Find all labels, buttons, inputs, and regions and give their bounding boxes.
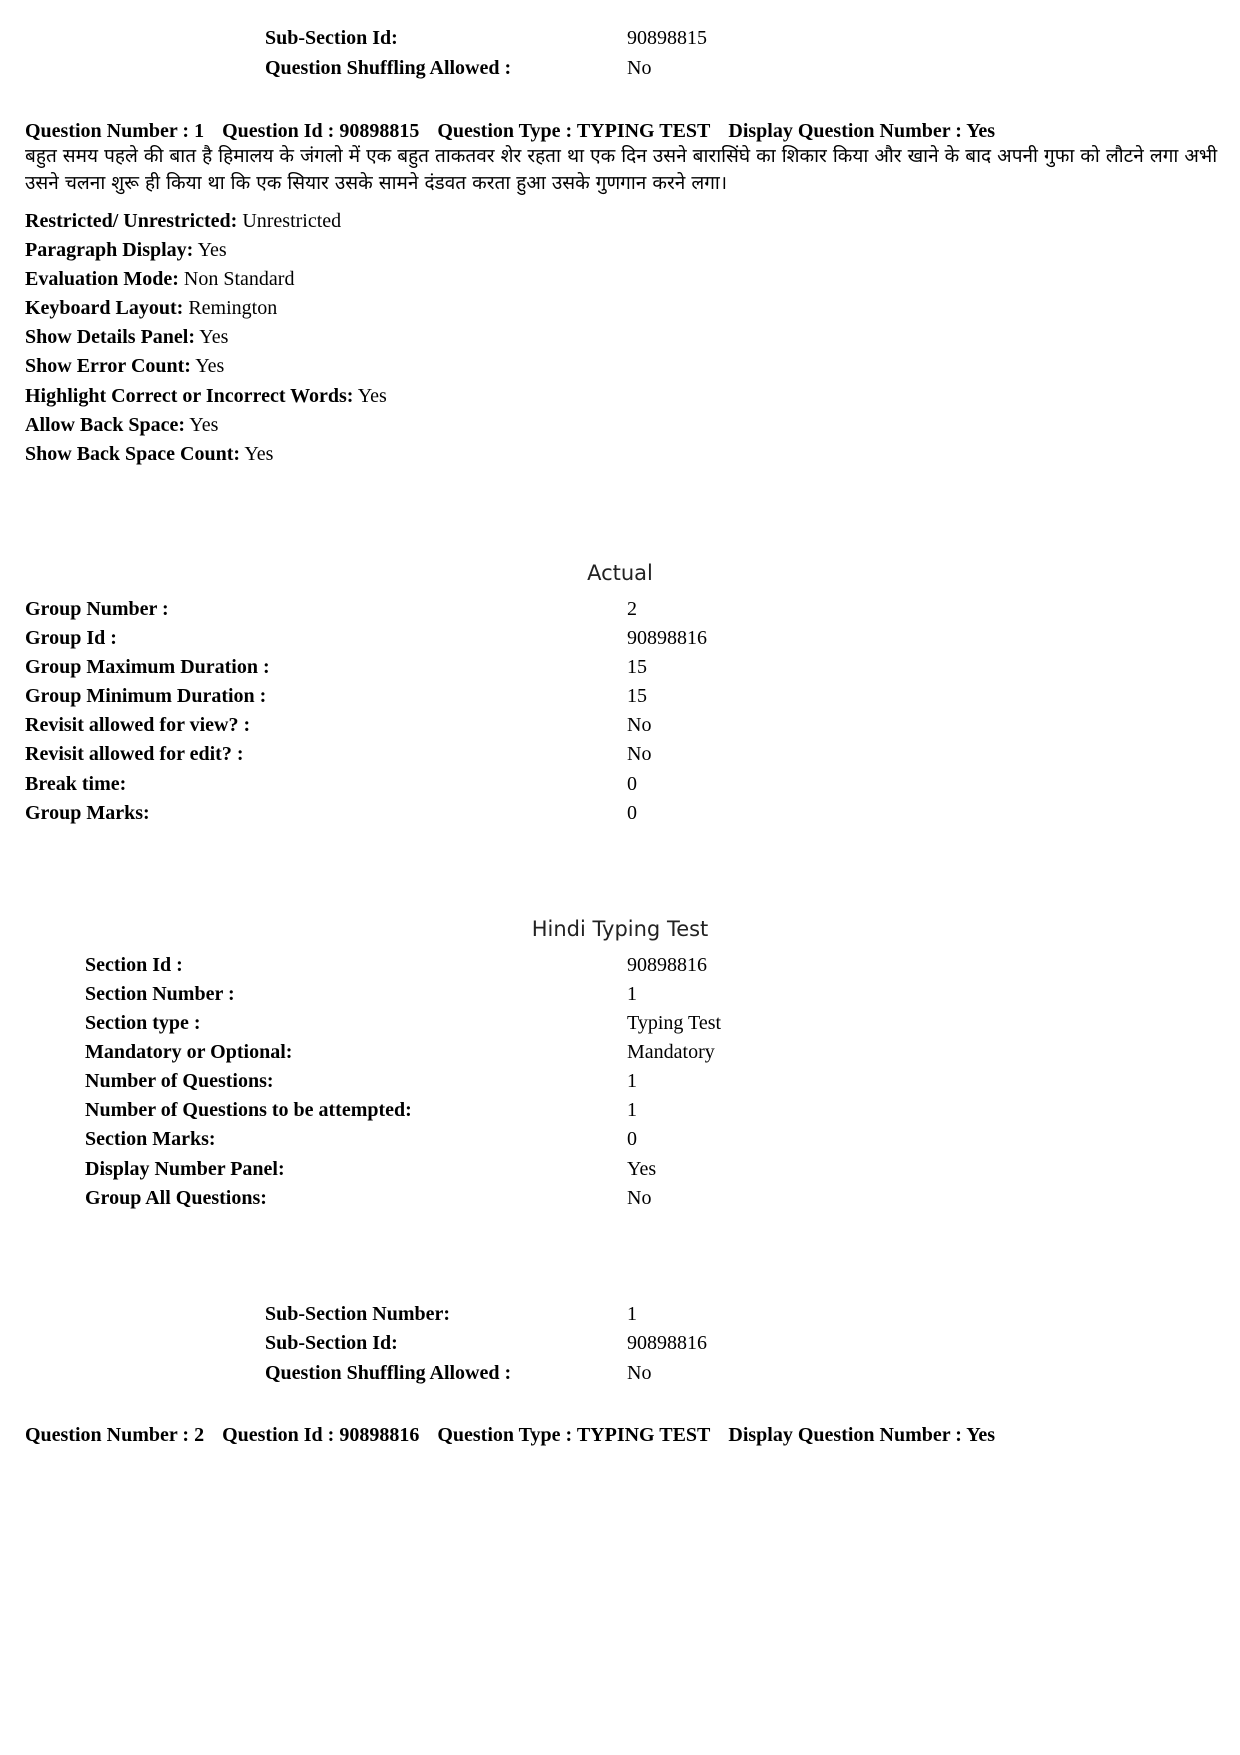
group-label: Group Id : bbox=[25, 627, 117, 649]
display-question-number: Display Question Number : Yes bbox=[728, 1424, 996, 1446]
section-value: Yes bbox=[627, 1158, 657, 1180]
subsection-number-value: 1 bbox=[627, 1303, 637, 1325]
section-label: Number of Questions to be attempted: bbox=[85, 1099, 412, 1121]
question-2-header bbox=[25, 1423, 1013, 1447]
section-value: 90898816 bbox=[627, 954, 707, 976]
property-row bbox=[25, 296, 277, 320]
property-value: Yes bbox=[195, 355, 225, 377]
property-row bbox=[25, 238, 227, 262]
section-label: Section Number : bbox=[85, 983, 235, 1005]
property-label: Keyboard Layout: bbox=[25, 297, 184, 319]
property-label: Show Error Count: bbox=[25, 355, 191, 377]
question-type: Question Type : TYPING TEST bbox=[437, 1424, 711, 1446]
property-label: Show Details Panel: bbox=[25, 326, 195, 348]
group-value: 0 bbox=[627, 802, 637, 824]
property-row bbox=[25, 413, 218, 437]
question-shuffling-label: Question Shuffling Allowed : bbox=[265, 1362, 512, 1384]
group-label: Group Number : bbox=[25, 598, 169, 620]
section-label: Section type : bbox=[85, 1012, 201, 1034]
property-label: Restricted/ Unrestricted: bbox=[25, 210, 238, 232]
section-value: Typing Test bbox=[627, 1012, 722, 1034]
subsection-id-value: 90898816 bbox=[627, 1332, 707, 1354]
property-value: Remington bbox=[188, 297, 278, 319]
group-value: No bbox=[627, 743, 652, 765]
property-value: Non Standard bbox=[183, 268, 295, 290]
subsection-id-label: Sub-Section Id: bbox=[265, 27, 398, 49]
section-label: Section Id : bbox=[85, 954, 183, 976]
property-row bbox=[25, 354, 224, 378]
section-value: 0 bbox=[627, 1128, 637, 1150]
question-shuffling-value: No bbox=[627, 1362, 652, 1384]
section-label: Number of Questions: bbox=[85, 1070, 274, 1092]
group-value: 90898816 bbox=[627, 627, 707, 649]
group-label: Revisit allowed for edit? : bbox=[25, 743, 244, 765]
property-value: Unrestricted bbox=[242, 210, 342, 232]
section-value: 1 bbox=[627, 1099, 637, 1121]
section-label: Mandatory or Optional: bbox=[85, 1041, 293, 1063]
property-label: Evaluation Mode: bbox=[25, 268, 179, 290]
property-label: Paragraph Display: bbox=[25, 239, 194, 261]
question-id: Question Id : 90898816 bbox=[222, 1424, 420, 1446]
section-value: No bbox=[627, 1187, 652, 1209]
question-shuffling-value: No bbox=[627, 57, 652, 79]
property-value: Yes bbox=[189, 414, 219, 436]
property-value: Yes bbox=[199, 326, 229, 348]
section-heading: Hindi Typing Test bbox=[531, 917, 709, 941]
question-1-text: बहुत समय पहले की बात है हिमालय के जंगलो में एक बहुत ताकतवर शेर रहता था एक दिन उसने बारासिंघे का शिकार किया और खाने के बाद अपनी गुफा को लौटने लगा अभी उसने चलना शुरू ही किया था कि एक सियार उसके सामने दंडवत करता हुआ उसके गुणगान करने लगा। bbox=[25, 145, 1218, 194]
section-label: Section Marks: bbox=[85, 1128, 216, 1150]
property-label: Allow Back Space: bbox=[25, 414, 185, 436]
property-row bbox=[25, 267, 294, 291]
question-type: Question Type : TYPING TEST bbox=[437, 120, 711, 142]
group-label: Revisit allowed for view? : bbox=[25, 714, 251, 736]
subsection-number-label: Sub-Section Number: bbox=[265, 1303, 451, 1325]
question-id: Question Id : 90898815 bbox=[222, 120, 420, 142]
group-value: No bbox=[627, 714, 652, 736]
section-label: Display Number Panel: bbox=[85, 1158, 285, 1180]
property-row bbox=[25, 442, 273, 466]
question-1-header bbox=[25, 119, 1013, 143]
group-label: Group Marks: bbox=[25, 802, 150, 824]
property-value: Yes bbox=[357, 385, 387, 407]
question-number: Question Number : 2 bbox=[25, 1424, 205, 1446]
property-row bbox=[25, 325, 228, 349]
group-label: Group Maximum Duration : bbox=[25, 656, 270, 678]
group-heading: Actual bbox=[587, 561, 653, 585]
group-label: Break time: bbox=[25, 773, 127, 795]
section-label: Group All Questions: bbox=[85, 1187, 267, 1209]
subsection-id-value: 90898815 bbox=[627, 27, 707, 49]
property-row bbox=[25, 384, 387, 408]
property-label: Show Back Space Count: bbox=[25, 443, 241, 465]
group-value: 0 bbox=[627, 773, 637, 795]
property-value: Yes bbox=[244, 443, 274, 465]
section-value: 1 bbox=[627, 983, 637, 1005]
group-value: 2 bbox=[627, 598, 637, 620]
property-label: Highlight Correct or Incorrect Words: bbox=[25, 385, 354, 407]
property-value: Yes bbox=[197, 239, 227, 261]
section-value: 1 bbox=[627, 1070, 637, 1092]
property-row bbox=[25, 209, 341, 233]
question-number: Question Number : 1 bbox=[25, 120, 205, 142]
section-value: Mandatory bbox=[627, 1041, 715, 1063]
display-question-number: Display Question Number : Yes bbox=[728, 120, 996, 142]
group-label: Group Minimum Duration : bbox=[25, 685, 267, 707]
group-value: 15 bbox=[627, 685, 647, 707]
question-shuffling-label: Question Shuffling Allowed : bbox=[265, 57, 512, 79]
group-value: 15 bbox=[627, 656, 647, 678]
subsection-id-label: Sub-Section Id: bbox=[265, 1332, 398, 1354]
